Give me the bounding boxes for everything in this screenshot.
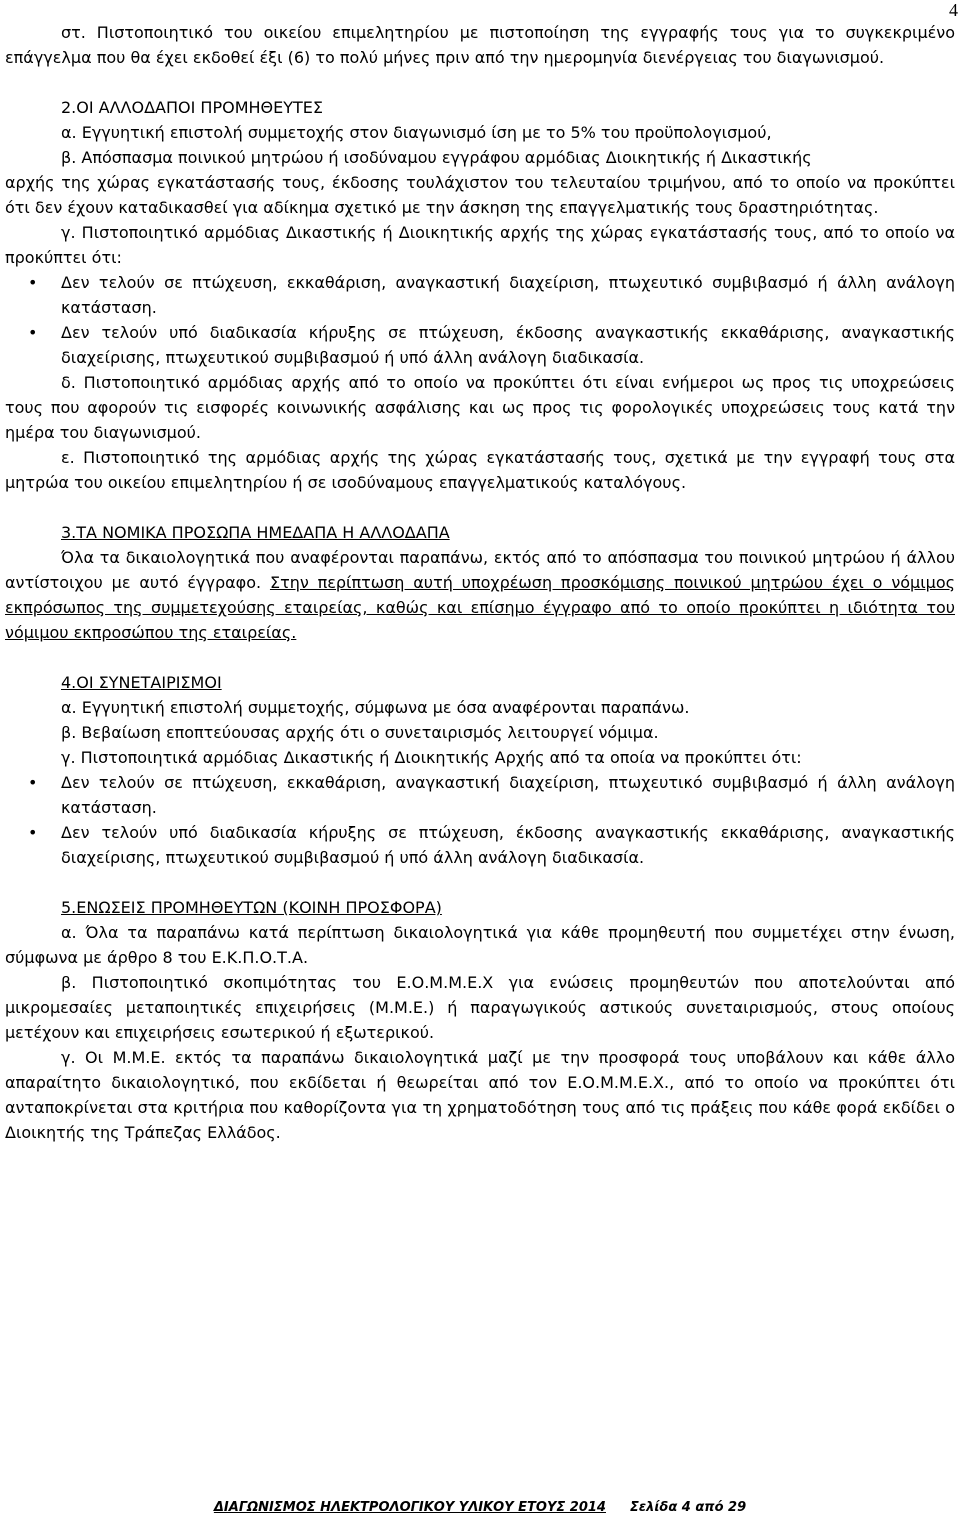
heading-cooperatives: 4.ΟΙ ΣΥΝΕΤΑΙΡΙΣΜΟΙ (61, 673, 222, 692)
bullet-icon: • (28, 273, 38, 292)
item-3-underlined-text: Στην περίπτωση αυτή υποχρέωση προσκόμισης ποινικού μητρώου έχει ο νόμιμος εκπρόσωπος της συμμετεχούσης εταιρείας, καθώς και επίσημο έγγραφο από το οποίο προκύπτει η ιδιότητα του νόμιμου εκπροσώπου της εταιρείας. (5, 573, 955, 642)
list-item (5, 820, 955, 870)
page-number: 4 (949, 0, 958, 20)
bullet-text: Δεν τελούν σε πτώχευση, εκκαθάριση, αναγκαστική διαχείριση, πτωχευτικό συμβιβασμό ή άλλη ανάλογη κατάσταση. (61, 773, 955, 817)
heading-supplier-unions: 5.ΕΝΩΣΕΙΣ ΠΡΟΜΗΘΕΥΤΩΝ (ΚΟΙΝΗ ΠΡΟΣΦΟΡΑ) (61, 898, 442, 917)
item-4a: α. Εγγυητική επιστολή συμμετοχής, σύμφωνα με όσα αναφέρονται παραπάνω. (61, 698, 690, 717)
bullet-text: Δεν τελούν σε πτώχευση, εκκαθάριση, αναγκαστική διαχείριση, πτωχευτικό συμβιβασμό ή άλλη ανάλογη κατάσταση. (61, 273, 955, 317)
item-3 (5, 545, 955, 645)
item-3-text: Όλα τα δικαιολογητικά που αναφέρονται παραπάνω, εκτός από το απόσπασμα του ποινικού μητρώου ή άλλου αντίστοιχου με αυτό έγγραφο. (5, 548, 955, 592)
item-2b-line1: β. Απόσπασμα ποινικού μητρώου ή ισοδύναμου εγγράφου αρμόδιας Διοικητικής ή Δικαστικής (61, 148, 812, 167)
paragraph-st: στ. Πιστοποιητικό του οικείου επιμελητηρίου με πιστοποίηση της εγγραφής τους για το συγκεκριμένο επάγγελμα που θα έχει εκδοθεί έξι (6) το πολύ μήνες πριν από την ημερομηνία διενέργειας του διαγωνισμού. (5, 23, 955, 67)
item-2a: α. Εγγυητική επιστολή συμμετοχής στον διαγωνισμό ίση με το 5% του προϋπολογισμού, (61, 123, 772, 142)
item-5a: α. Όλα τα παραπάνω κατά περίπτωση δικαιολογητικά για κάθε προμηθευτή που συμμετέχει στην ένωση, σύμφωνα με άρθρο 8 του Ε.Κ.Π.Ο.Τ.Α. (5, 923, 955, 967)
item-2d: δ. Πιστοποιητικό αρμόδιας αρχής από το οποίο να προκύπτει ότι είναι ενήμεροι ως προς τις υποχρεώσεις τους που αφορούν τις εισφορές κοινωνικής ασφάλισης και ως προς τις φορολογικές υποχρεώσεις τους κατά την ημέρα του διαγωνισμού. (5, 373, 955, 442)
heading-legal-entities: 3.ΤΑ ΝΟΜΙΚΑ ΠΡΟΣΩΠΑ ΗΜΕΔΑΠΑ Η ΑΛΛΟΔΑΠΑ (61, 523, 450, 542)
list-item (5, 270, 955, 320)
bullet-text: Δεν τελούν υπό διαδικασία κήρυξης σε πτώχευση, έκδοσης αναγκαστικής εκκαθάρισης, αναγκαστικής διαχείρισης, πτωχευτικού συμβιβασμού ή υπό άλλη ανάλογη διαδικασία. (61, 823, 955, 867)
footer-page-counter: Σελίδα 4 από 29 (629, 1500, 747, 1515)
item-2e: ε. Πιστοποιητικό της αρμόδιας αρχής της χώρας εγκατάστασής τους, σχετικά με την εγγραφή τους στα μητρώα του οικείου επιμελητηρίου ή σε ισοδύναμους επαγγελματικούς καταλόγους. (5, 448, 955, 492)
bullet-text: Δεν τελούν υπό διαδικασία κήρυξης σε πτώχευση, έκδοσης αναγκαστικής εκκαθάρισης, αναγκαστικής διαχείρισης, πτωχευτικού συμβιβασμού ή υπό άλλη ανάλογη διαδικασία. (61, 323, 955, 367)
item-5c: γ. Οι Μ.Μ.Ε. εκτός τα παραπάνω δικαιολογητικά μαζί με την προσφορά τους υποβάλουν και κάθε άλλο απαραίτητο δικαιολογητικό, που εκδίδεται ή θεωρείται από τον Ε.Ο.Μ.Μ.Ε.Χ., από το οποίο να προκύπτει ότι ανταποκρίνεται στα κριτήρια που καθορίζοντα για τη χρηματοδότηση τους από τις πράξεις που κάθε φορά εκδίδει ο Διοικητής της Τράπεζας Ελλάδος. (5, 1048, 955, 1142)
document-body (5, 20, 955, 1145)
page-footer (0, 1500, 960, 1515)
bullet-icon: • (28, 323, 38, 342)
bullet-icon: • (28, 823, 38, 842)
list-item (5, 320, 955, 370)
item-2c: γ. Πιστοποιητικό αρμόδιας Δικαστικής ή Διοικητικής αρχής της χώρας εγκατάστασής τους, από το οποίο να προκύπτει ότι: (5, 223, 955, 267)
item-2b-line2: αρχής της χώρας εγκατάστασής τους, έκδοσης τουλάχιστον του τελευταίου τριμήνου, από το οποίο να προκύπτει ότι δεν έχουν καταδικασθεί για αδίκημα σχετικό με την άσκηση της επαγγελματικής τους δραστηριότητας. (5, 173, 955, 217)
item-4c: γ. Πιστοποιητικά αρμόδιας Δικαστικής ή Διοικητικής Αρχής από τα οποία να προκύπτει ότι: (61, 748, 802, 767)
item-5b: β. Πιστοποιητικό σκοπιμότητας του Ε.Ο.Μ.Μ.Ε.Χ για ενώσεις προμηθευτών που αποτελούνται από μικρομεσαίες μεταποιητικές επιχειρήσεις (Μ.Μ.Ε.) ή παραγωγικούς αστικούς συνεταιρισμούς, στους οποίους μετέχουν και επιχειρήσεις εσωτερικού ή εξωτερικού. (5, 973, 955, 1042)
footer-title: ΔΙΑΓΩΝΙΣΜΟΣ ΗΛΕΚΤΡΟΛΟΓΙΚΟΥ ΥΛΙΚΟΥ ΕΤΟΥΣ 2014 (213, 1500, 606, 1515)
item-4b: β. Βεβαίωση εποπτεύουσας αρχής ότι ο συνεταιρισμός λειτουργεί νόμιμα. (61, 723, 659, 742)
list-item (5, 770, 955, 820)
bullet-icon: • (28, 773, 38, 792)
heading-foreign-suppliers: 2.ΟΙ ΑΛΛΟΔΑΠΟΙ ΠΡΟΜΗΘΕΥΤΕΣ (61, 98, 323, 117)
